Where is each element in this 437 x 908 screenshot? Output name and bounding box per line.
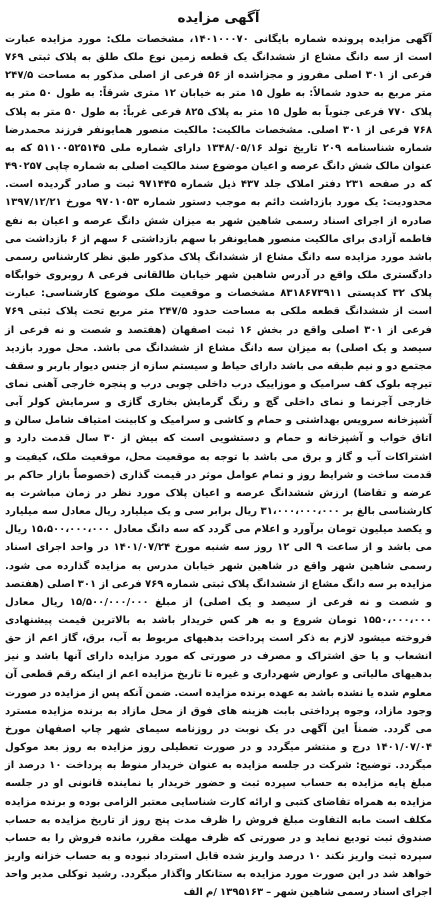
- notice-body: آگهی مزایده پرونده شماره بایگانی ۱۴۰۱۰۰۰۷۰، مشخصات ملک: مورد مزایده عبارت است از سه دانگ مشاع از ششدانگ یک قطعه زمین نوع ملک طلق به پلاک ثبتی ۷۶۹ فرعی از ۳۰۱ اصلی مفروز و مجزاشده از ۵۶ فرعی از اصلی مذکور به مساحت ۲۴۷/۵ متر مربع به حدود شمالاً: به طول ۱۵ متر به خیابان ۱۲ متری شرقاً: به طول ۵۰ متر به پلاک ۷۷۰ فرعی جنوباً به طول ۱۵ متر به پلاک ۸۲۵ فرعی غرباً: به طول ۵۰ متر به پلاک ۷۶۸ فرعی از ۳۰۱ اصلی. مشخصات مالکیت: مالکیت منصور همایونفر فرزند محمدرضا شماره شناسنامه ۲۰۹ تاریخ تولد ۱۳۴۸/۰۵/۱۶ دارای شماره ملی ۵۱۱۰۰۵۲۵۱۴۵ که به عنوان مالک شش دانگ عرصه و اعیان موضوع سند مالکیت اصلی به شماره چاپی ۴۹۰۲۵۷ که در صفحه ۲۳۱ دفتر املاک جلد ۴۳۷ ذیل شماره ۹۷۱۴۴۵ ثبت و صادر گردیده است. محدودیت: یک مورد بازداشت دائم به موجب دستور شماره ۹۷۰۱۰۵۳ مورخ ۱۳۹۷/۱۲/۲۱ صادره از اجرای اسناد رسمی شاهین شهر به میزان شش دانگ عرصه و اعیان به نفع فاطمه آزادی برای مالکیت منصور همایونفر با سهم بازداشتی ۶ سهم از ۶ بازداشت می باشد مورد مزایده سه دانگ مشاع از ششدانگ پلاک مذکور طبق نظر کارشناس رسمی دادگستری ملک واقع در آدرس شاهین شهر خیابان طالقانی فرعی ۸ روبروی خوابگاه پلاک ۳۲ کدپستی ۸۳۱۸۶۷۳۹۱۱ مشخصات و موقعیت ملک موضوع کارشناسی: عبارت است از ششدانگ قطعه ملکی به مساحت حدود ۲۴۷/۵ متر مربع تحت پلاک ثبتی ۷۶۹ فرعی از ۳۰۱ اصلی واقع در بخش ۱۶ ثبت اصفهان (هفتصد و شصت و نه فرعی از سیصد و یک اصلی) به میزان سه دانگ مشاع از ششدانگ می باشد. محل مورد بازدید مجتمع دو و نیم طبقه می باشد دارای حیاط و سیستم سازه از جنس دیوار باربر و سقف تیرچه بلوک کف سرامیک و موزاییک درب داخلی چوبی درب و پنجره خارجی آهنی نمای خارجی آجرنما و نمای داخلی گچ و رنگ گرمایش بخاری گازی و سرمایش کولر آبی آشپزخانه سرویس بهداشتی و حمام و کاشی و سرامیک و کابینت امتیاف شامل سالن و اتاق خواب و آشپزخانه و حمام و دستشویی است که بیش از ۳۰ سال قدمت دارد و اشتراکات آب و گاز و برق می باشد با توجه به موقعیت محل، موقعیت ملک، کیفیت و قدمت ساخت و شرایط روز و تمام عوامل موثر در قیمت گذاری (خصوصاً بازار حاکم بر عرضه و تقاضا) ارزش ششدانگ عرصه و اعیان پلاک مورد نظر در زمان مباشرت به کارشناسی بالغ بر ۳۱،۰۰۰،۰۰۰،۰۰۰ ریال برابر سی و یک میلیارد ریال معادل سه میلیارد و یکصد میلیون تومان برآورد و اعلام می گردد که سه دانگ معادل ۱۵،۵۰۰،۰۰۰،۰۰۰ ریال می باشد و از ساعت ۹ الی ۱۲ روز سه شنبه مورخ ۱۴۰۱/۰۷/۲۴ در واحد اجرای اسناد رسمی شاهین شهر واقع در شاهین شهر خیابان مدرس به مزایده گذارده می شود. مزایده بر سه دانگ مشاع از ششدانگ پلاک ثبتی شماره ۷۶۹ فرعی از ۳۰۱ اصلی (هفتصد و شصت و نه فرعی از سیصد و یک اصلی) از مبلغ ۱۵/۵۰۰/۰۰۰/۰۰۰ ریال معادل ۱۵۵۰،۰۰۰،۰۰۰ تومان شروع و به هر کس خریدار باشد به بالاترین قیمت پیشنهادی فروخته میشود لازم به ذکر است پرداخت بدهیهای مربوط به آب، برق، گاز اعم از حق انشعاب و یا حق اشتراک و مصرف در صورتی که مورد مزایده دارای آنها باشد و نیز بدهیهای مالیاتی و عوارض شهرداری و غیره تا تاریخ مزایده اعم از اینکه رقم قطعی آن معلوم شده یا نشده باشد به عهده برنده مزایده است. ضمن آنکه پس از مزایده در صورت وجود مازاد، وجوه پرداختی بابت هزینه های فوق از محل مازاد به برنده مزایده مسترد می گردد. ضمناً این آگهی در یک نوبت در روزنامه سیمای شهر چاپ اصفهان مورخ ۱۴۰۱/۰۷/۰۴ درج و منتشر میگردد و در صورت تعطیلی روز مزایده به روز بعد موکول میگردد. توضیح: شرکت در جلسه مزایده به عنوان خریدار منوط به پرداخت ۱۰ درصد از مبلغ پایه مزایده به حساب سپرده ثبت و حضور خریدار یا نماینده قانونی او در جلسه مزایده به همراه تقاضای کتبی و ارائه کارت شناسایی معتبر الزامی بوده و برنده مزایده مکلف است مابه التفاوت مبلغ فروش را ظرف مدت پنج روز از تاریخ مزایده به حساب صندوق ثبت تودیع نماید و در صورتی که ظرف مهلت مقرر، مانده فروش را به حساب سپرده ثبت واریز نکند ۱۰ درصد واریز شده قابل استرداد نبوده و به حساب خزانه واریز خواهد شد در این صورت مورد مزایده به ستانکار واگذار میگردد. رشید توکلی مدیر واحد اجرای اسناد رسمی شاهین شهر – ۱۳۹۵۱۶۳ /م الف: [5, 34, 433, 899]
- notice-title: آگهی مزایده: [177, 10, 260, 26]
